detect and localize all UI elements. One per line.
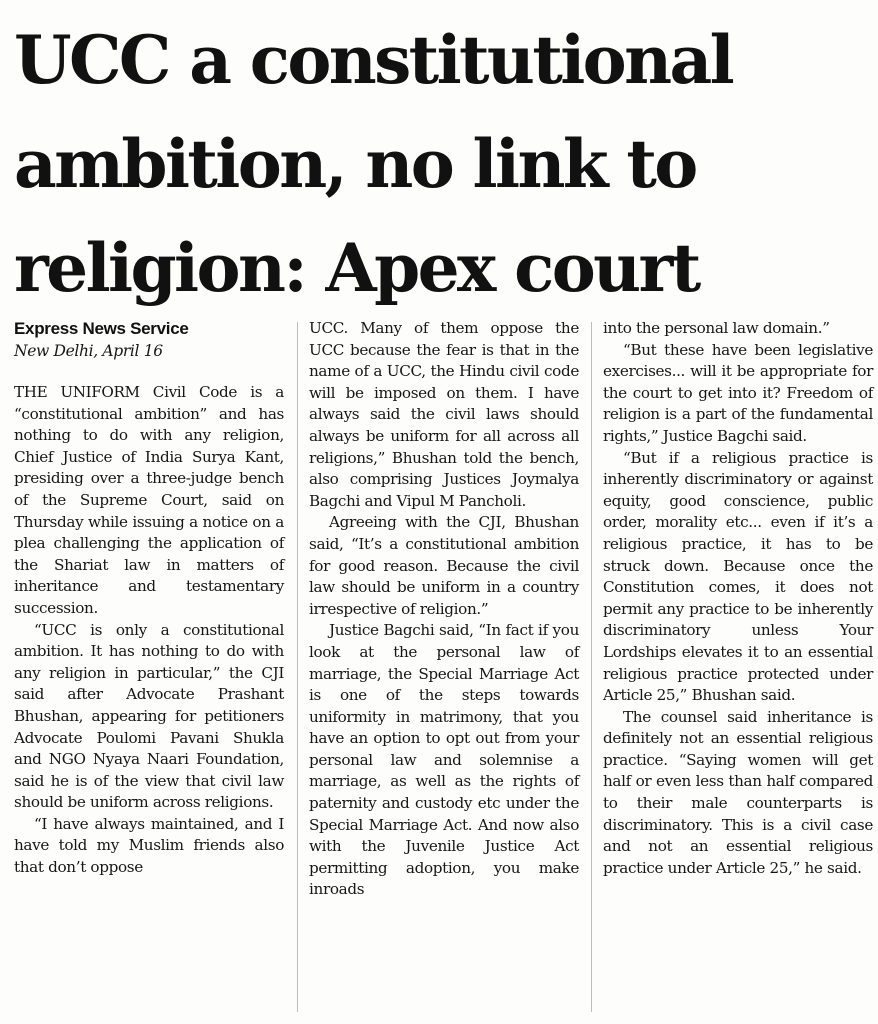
column-divider xyxy=(591,322,592,1012)
lead-caps: THE UNIFORM xyxy=(14,383,140,401)
paragraph: “But these have been legislative exercises... will it be appropriate for the court to get into it? Freedom of religion is a part of the fundamental rights,” Justice Bagchi said. xyxy=(603,340,873,445)
column-divider xyxy=(297,322,298,1012)
paragraph-continued: into the personal law domain.” xyxy=(603,319,830,337)
paragraph: Agreeing with the CJI, Bhushan said, “It’s a constitutional ambition for good reason. Because the civil law should be uniform in a country irrespective of religion.” xyxy=(309,513,579,618)
column-2 xyxy=(309,318,579,901)
paragraph-lead-text: Civil Code is a “constitutional ambition” and has nothing to do with any religion, Chief Justice of India Surya Kant, presiding over a three-judge bench of the Supreme Court, said on Thursday while issuing a notice on a plea challenging the application of the Shariat law in matters of inheritance and testamentary succession. xyxy=(14,383,285,617)
dateline: New Delhi, April 16 xyxy=(14,342,163,360)
paragraph-lead xyxy=(14,382,284,620)
headline: UCC a constitutional ambition, no link to religion: Apex court xyxy=(14,21,733,307)
paragraph: “I have always maintained, and I have told my Muslim friends also that don’t oppose xyxy=(14,814,284,877)
paragraph: “UCC is only a constitutional ambition. It has nothing to do with any religion in particular,” the CJI said after Advocate Prashant Bhushan, appearing for petitioners Advocate Poulomi Pavani Shukla and NGO Nyaya Naari Foundation, said he is of the view that civil law should be uniform across religions. xyxy=(14,620,284,812)
paragraph-continued: UCC. Many of them oppose the UCC because the fear is that in the name of a UCC, the Hindu civil code will be imposed on them. I have always said the civil laws should always be uniform for all across all religions,” Bhushan told the bench, also comprising Justices Joymalya Bagchi and Vipul M Pancholi. xyxy=(309,319,579,510)
column-1 xyxy=(14,318,284,879)
paragraph: “But if a religious practice is inherently discriminatory or against equity, good conscience, public order, morality etc... even if it’s a religious practice, it has to be struck down. Because once the Constitution comes, it does not permit any practice to be inherently discriminatory unless Your Lordships elevates it to an essential religious practice protected under Article 25,” Bhushan said. xyxy=(603,448,873,705)
paragraph: The counsel said inheritance is definitely not an essential religious practice. “Saying women will get half or even less than half compared to their male counterparts is discriminatory. This is a civil case and not an essential religious practice under Article 25,” he said. xyxy=(603,707,873,877)
column-3 xyxy=(603,318,873,879)
paragraph: Justice Bagchi said, “In fact if you look at the personal law of marriage, the Special Marriage Act is one of the steps towards uniformity in matrimony, that you have an option to opt out from your personal law and solemnise a marriage, as well as the rights of paternity and custody etc under the Special Marriage Act. And now also with the Juvenile Justice Act permitting adoption, you make inroads xyxy=(309,621,579,899)
byline: Express News Service xyxy=(14,319,189,338)
